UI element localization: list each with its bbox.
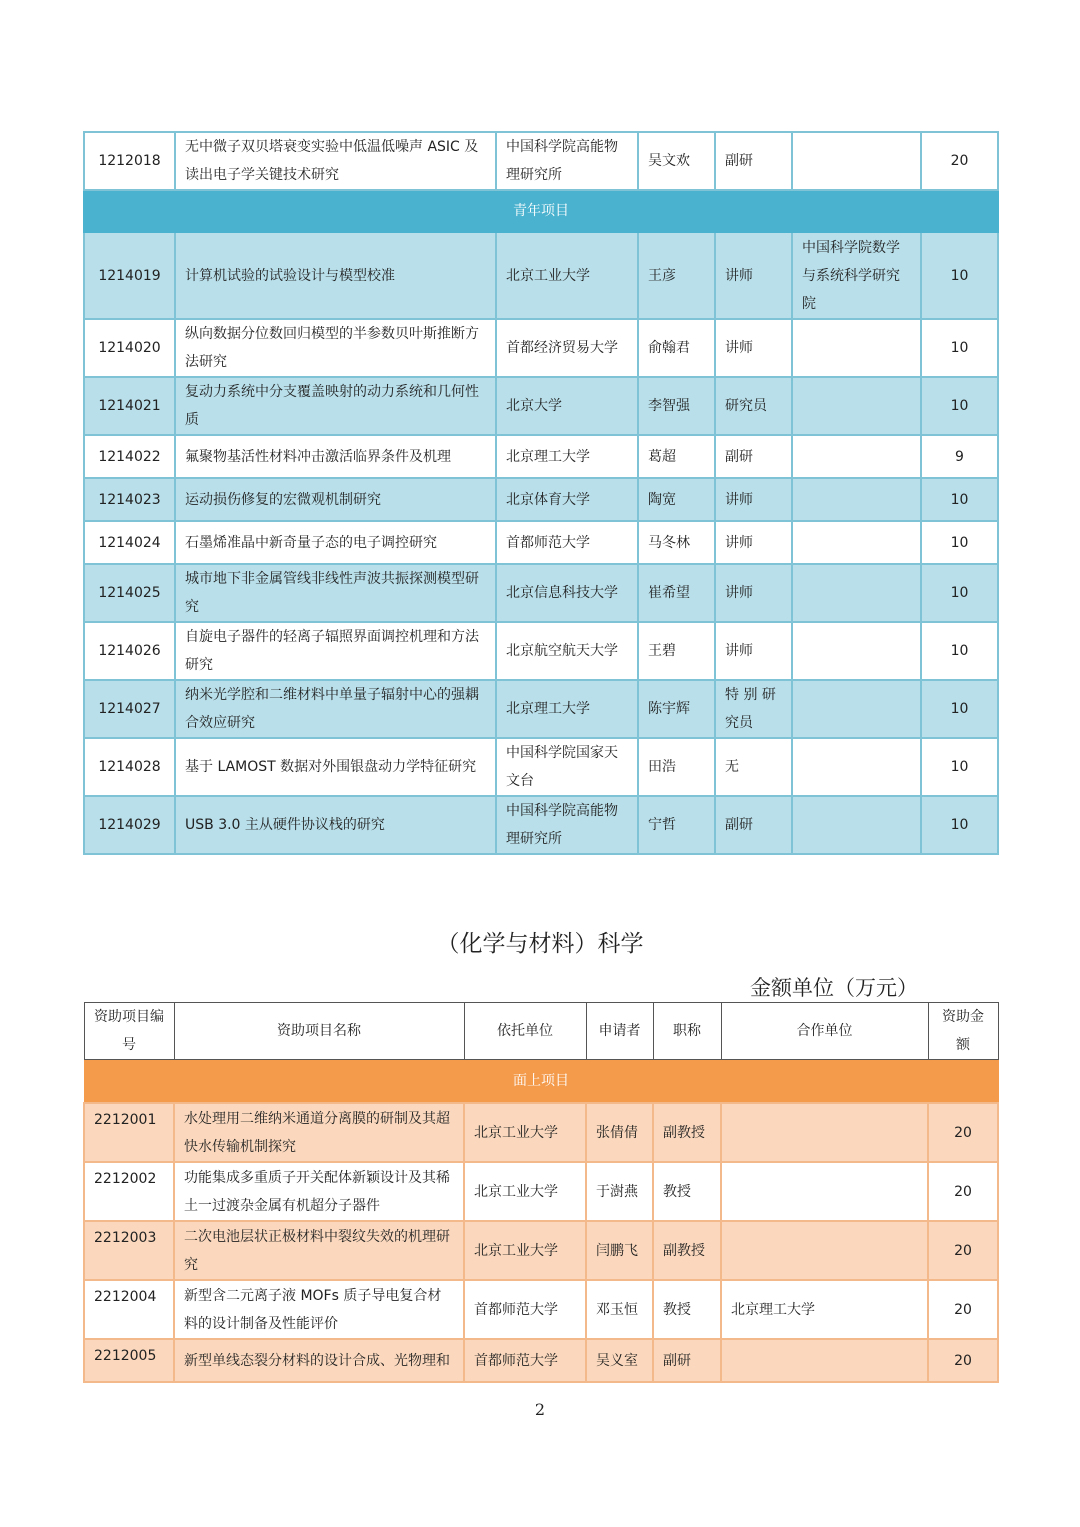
table-row: [84, 796, 998, 854]
partner-unit: [792, 377, 921, 435]
grant-amount: 20: [928, 1280, 998, 1339]
job-title: 教授: [653, 1280, 721, 1339]
grant-amount: 10: [921, 232, 998, 319]
project-code: 2212002: [84, 1162, 174, 1221]
job-title: 副研: [653, 1339, 721, 1382]
table-row: [84, 319, 998, 377]
partner-unit: [792, 680, 921, 738]
table-row: [84, 680, 998, 738]
project-code: 1214029: [84, 796, 175, 854]
job-title: 副研: [715, 132, 792, 190]
host-unit: 北京工业大学: [496, 232, 638, 319]
partner-unit: [792, 796, 921, 854]
host-unit: 首都师范大学: [464, 1339, 586, 1382]
project-code: 1214025: [84, 564, 175, 622]
project-name: 运动损伤修复的宏微观机制研究: [175, 478, 496, 521]
partner-unit: [792, 521, 921, 564]
project-code: 2212001: [84, 1103, 174, 1162]
project-name: 纳米光学腔和二维材料中单量子辐射中心的强耦合效应研究: [175, 680, 496, 738]
partner-unit: [792, 564, 921, 622]
job-title: 副研: [715, 796, 792, 854]
applicant: 田浩: [638, 738, 715, 796]
table-row: [84, 564, 998, 622]
job-title: 讲师: [715, 564, 792, 622]
project-code: 1214021: [84, 377, 175, 435]
project-name: 计算机试验的试验设计与模型校准: [175, 232, 496, 319]
partner-unit: [721, 1162, 928, 1221]
partner-unit: [792, 622, 921, 680]
host-unit: 北京信息科技大学: [496, 564, 638, 622]
applicant: 葛超: [638, 435, 715, 478]
header-partner: 合作单位: [721, 1003, 928, 1060]
job-title: 讲师: [715, 478, 792, 521]
header-applicant: 申请者: [586, 1003, 653, 1060]
header-code: 资助项目编号: [84, 1003, 174, 1060]
table-row: [84, 232, 998, 319]
host-unit: 北京理工大学: [496, 680, 638, 738]
table-header-row: [84, 1003, 998, 1060]
project-name: 功能集成多重质子开关配体新颖设计及其稀土一过渡杂金属有机超分子器件: [174, 1162, 464, 1221]
project-name: 基于 LAMOST 数据对外围银盘动力学特征研究: [175, 738, 496, 796]
project-name: 二次电池层状正极材料中裂纹失效的机理研究: [174, 1221, 464, 1280]
applicant: 闫鹏飞: [586, 1221, 653, 1280]
header-amount: 资助金额: [928, 1003, 998, 1060]
project-code: 2212005: [84, 1339, 174, 1382]
grant-amount: 10: [921, 478, 998, 521]
project-name: 无中微子双贝塔衰变实验中低温低噪声 ASIC 及读出电子学关键技术研究: [175, 132, 496, 190]
header-unit: 依托单位: [464, 1003, 586, 1060]
page-number: 2: [534, 1400, 546, 1419]
applicant: 吴文欢: [638, 132, 715, 190]
table-row: [84, 1103, 998, 1162]
job-title: 讲师: [715, 521, 792, 564]
project-name: 复动力系统中分支覆盖映射的动力系统和几何性质: [175, 377, 496, 435]
project-name: 新型含二元离子液 MOFs 质子导电复合材料的设计制备及性能评价: [174, 1280, 464, 1339]
table-row: [84, 1162, 998, 1221]
host-unit: 中国科学院国家天文台: [496, 738, 638, 796]
partner-unit: [792, 738, 921, 796]
header-name: 资助项目名称: [174, 1003, 464, 1060]
applicant: 李智强: [638, 377, 715, 435]
host-unit: 首都经济贸易大学: [496, 319, 638, 377]
applicant: 于澍燕: [586, 1162, 653, 1221]
job-title: 教授: [653, 1162, 721, 1221]
grant-amount: 10: [921, 521, 998, 564]
grant-amount: 10: [921, 738, 998, 796]
host-unit: 中国科学院高能物理研究所: [496, 796, 638, 854]
project-code: 1214019: [84, 232, 175, 319]
host-unit: 北京航空航天大学: [496, 622, 638, 680]
table-row: [84, 521, 998, 564]
project-name: 氟聚物基活性材料冲击激活临界条件及机理: [175, 435, 496, 478]
job-title: 副研: [715, 435, 792, 478]
table-row: [84, 132, 998, 190]
grant-amount: 20: [928, 1162, 998, 1221]
partner-unit: [792, 132, 921, 190]
grant-amount: 20: [921, 132, 998, 190]
host-unit: 中国科学院高能物理研究所: [496, 132, 638, 190]
applicant: 宁哲: [638, 796, 715, 854]
partner-unit: [721, 1339, 928, 1382]
project-code: 1214028: [84, 738, 175, 796]
host-unit: 北京体育大学: [496, 478, 638, 521]
partner-unit: 中国科学院数学与系统科学研究院: [792, 232, 921, 319]
section-label: 青年项目: [84, 190, 998, 232]
grant-amount: 10: [921, 319, 998, 377]
project-code: 1214026: [84, 622, 175, 680]
table-row: [84, 377, 998, 435]
section-header-youth: [84, 190, 998, 232]
project-name: 自旋电子器件的轻离子辐照界面调控机理和方法研究: [175, 622, 496, 680]
grant-amount: 9: [921, 435, 998, 478]
applicant: 王碧: [638, 622, 715, 680]
host-unit: 首都师范大学: [496, 521, 638, 564]
job-title: 特 别 研究员: [715, 680, 792, 738]
job-title: 研究员: [715, 377, 792, 435]
table-row: [84, 1280, 998, 1339]
project-name: 纵向数据分位数回归模型的半参数贝叶斯推断方法研究: [175, 319, 496, 377]
project-name: 石墨烯准晶中新奇量子态的电子调控研究: [175, 521, 496, 564]
job-title: 讲师: [715, 232, 792, 319]
applicant: 陈宇辉: [638, 680, 715, 738]
grant-amount: 10: [921, 377, 998, 435]
project-code: 1214027: [84, 680, 175, 738]
grant-amount: 20: [928, 1339, 998, 1382]
project-code: 2212003: [84, 1221, 174, 1280]
project-code: 2212004: [84, 1280, 174, 1339]
applicant: 王彦: [638, 232, 715, 319]
partner-unit: [721, 1103, 928, 1162]
project-code: 1214023: [84, 478, 175, 521]
grant-amount: 20: [928, 1103, 998, 1162]
grant-amount: 10: [921, 680, 998, 738]
project-table-2: [83, 1002, 999, 1383]
applicant: 马冬林: [638, 521, 715, 564]
applicant: 崔希望: [638, 564, 715, 622]
amount-unit-note: 金额单位（万元）: [750, 976, 918, 1000]
table-row: [84, 1221, 998, 1280]
job-title: 讲师: [715, 319, 792, 377]
project-code: 1214020: [84, 319, 175, 377]
project-table-1: [83, 131, 999, 855]
table-row: [84, 738, 998, 796]
applicant: 陶宽: [638, 478, 715, 521]
applicant: 邓玉恒: [586, 1280, 653, 1339]
project-code: 1214022: [84, 435, 175, 478]
partner-unit: [792, 319, 921, 377]
applicant: 俞翰君: [638, 319, 715, 377]
host-unit: 北京工业大学: [464, 1162, 586, 1221]
table-row: [84, 478, 998, 521]
grant-amount: 10: [921, 564, 998, 622]
partner-unit: 北京理工大学: [721, 1280, 928, 1339]
table-row: [84, 435, 998, 478]
project-code: 1214024: [84, 521, 175, 564]
host-unit: 首都师范大学: [464, 1280, 586, 1339]
partner-unit: [792, 478, 921, 521]
partner-unit: [721, 1221, 928, 1280]
grant-amount: 20: [928, 1221, 998, 1280]
project-name: USB 3.0 主从硬件协议栈的研究: [175, 796, 496, 854]
table-row: [84, 622, 998, 680]
job-title: 副教授: [653, 1221, 721, 1280]
grant-amount: 10: [921, 796, 998, 854]
host-unit: 北京工业大学: [464, 1221, 586, 1280]
table-row: [84, 1339, 998, 1382]
host-unit: 北京理工大学: [496, 435, 638, 478]
section-heading: （化学与材料）科学: [436, 931, 644, 957]
header-title: 职称: [653, 1003, 721, 1060]
host-unit: 北京大学: [496, 377, 638, 435]
project-name: 新型单线态裂分材料的设计合成、光物理和: [174, 1339, 464, 1382]
host-unit: 北京工业大学: [464, 1103, 586, 1162]
job-title: 无: [715, 738, 792, 796]
job-title: 副教授: [653, 1103, 721, 1162]
job-title: 讲师: [715, 622, 792, 680]
grant-amount: 10: [921, 622, 998, 680]
section-header-general: [84, 1060, 998, 1104]
project-name: 城市地下非金属管线非线性声波共振探测模型研究: [175, 564, 496, 622]
applicant: 吴义室: [586, 1339, 653, 1382]
partner-unit: [792, 435, 921, 478]
section-label: 面上项目: [84, 1060, 998, 1104]
project-name: 水处理用二维纳米通道分离膜的研制及其超快水传输机制探究: [174, 1103, 464, 1162]
applicant: 张倩倩: [586, 1103, 653, 1162]
project-code: 1212018: [84, 132, 175, 190]
